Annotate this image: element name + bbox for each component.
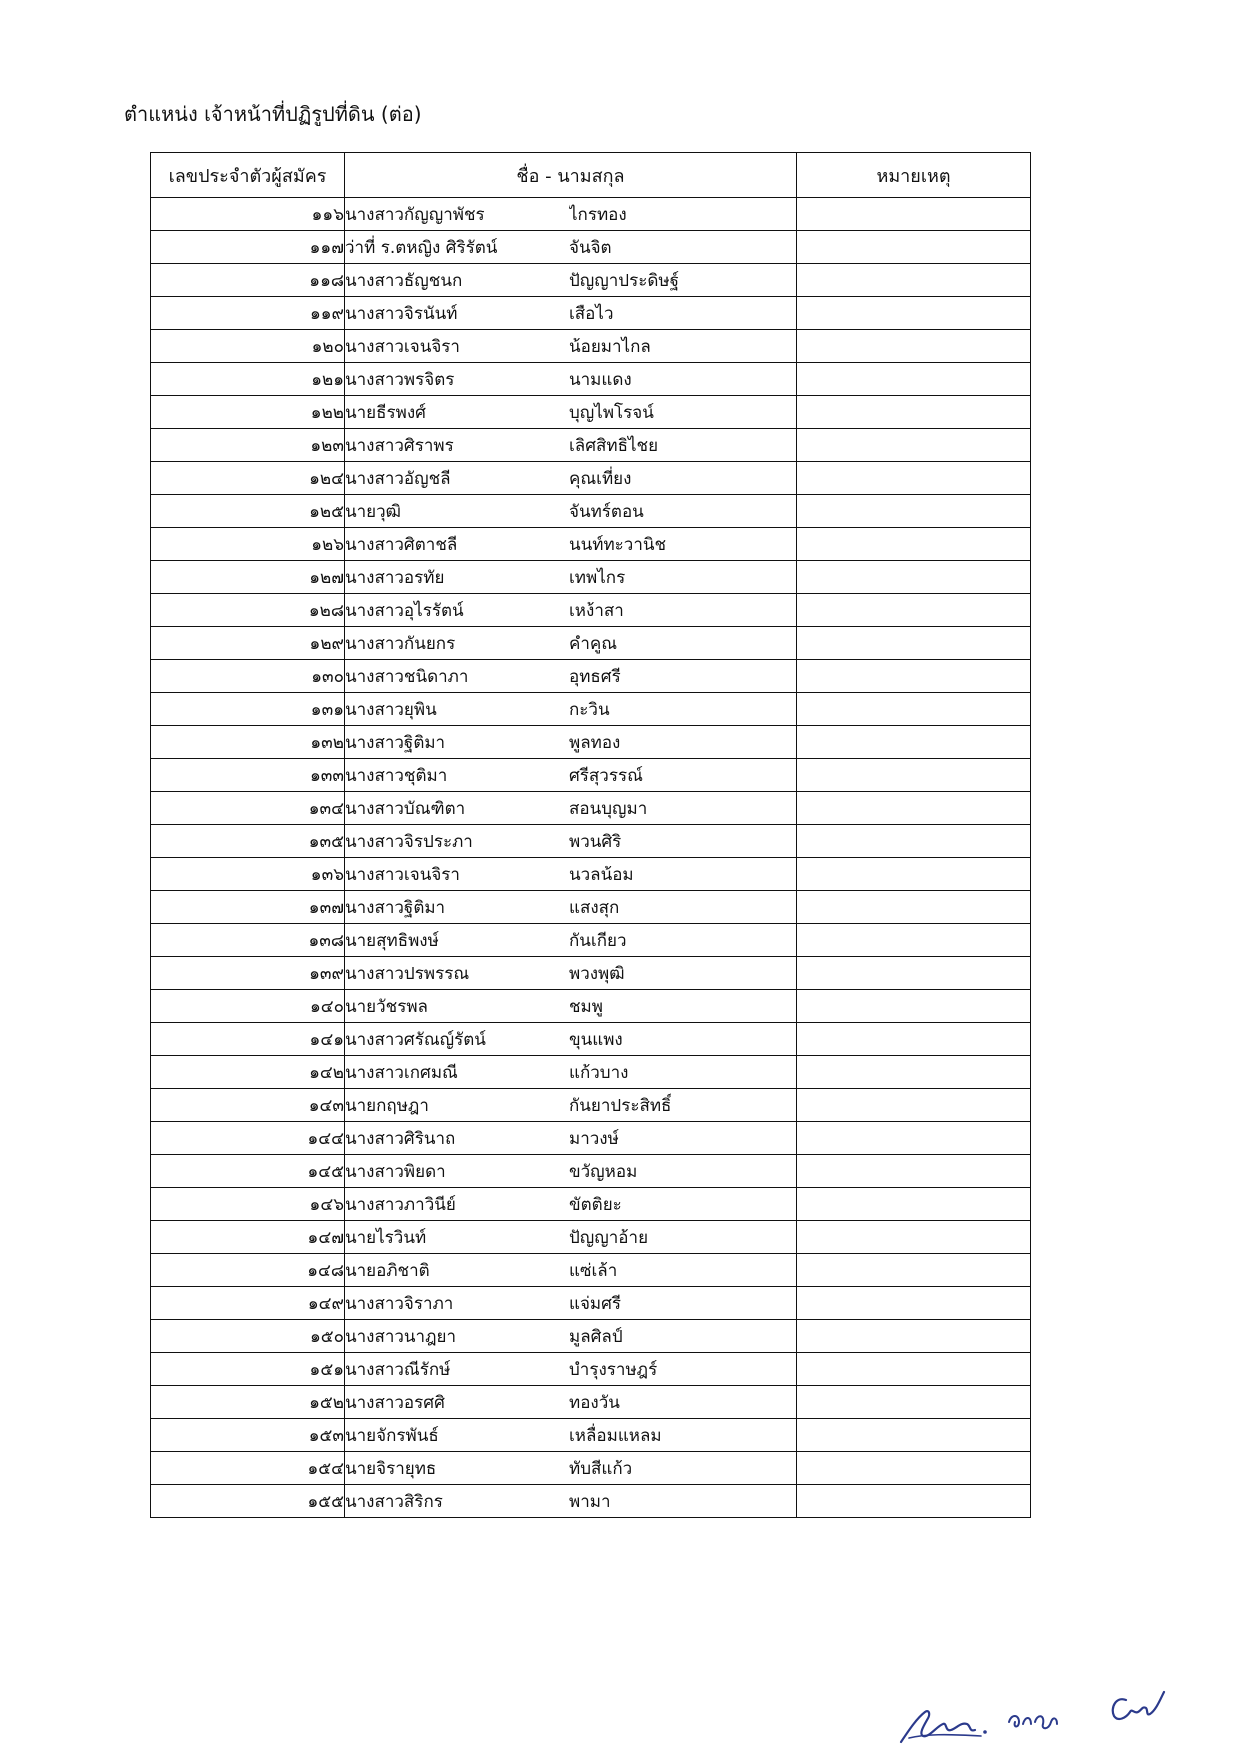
remark-cell	[797, 264, 1031, 297]
given-name: นางสาวชุติมา	[345, 765, 448, 786]
applicant-id-cell: ๑๔๗	[151, 1221, 345, 1254]
given-name: นายวัชรพล	[345, 996, 428, 1017]
surname: พวนศิริ	[569, 831, 622, 852]
signature-date-icon	[1005, 1702, 1061, 1736]
given-name: นายธีรพงศ์	[345, 402, 426, 423]
applicant-name-cell	[345, 858, 797, 891]
remark-cell	[797, 330, 1031, 363]
remark-cell	[797, 891, 1031, 924]
applicant-name-cell	[345, 1452, 797, 1485]
remark-cell	[797, 1221, 1031, 1254]
given-name: นางสาวอรศศิ	[345, 1392, 445, 1413]
remark-cell	[797, 429, 1031, 462]
surname: พูลทอง	[569, 732, 621, 753]
table-row	[151, 462, 1031, 495]
table-row	[151, 1254, 1031, 1287]
surname: แสงสุก	[569, 897, 620, 918]
given-name: นายวุฒิ	[345, 501, 402, 522]
remark-cell	[797, 1023, 1031, 1056]
applicant-id-cell: ๑๒๕	[151, 495, 345, 528]
surname: เทพไกร	[569, 567, 626, 588]
table-row	[151, 726, 1031, 759]
applicant-id-cell: ๑๓๙	[151, 957, 345, 990]
surname: อุทธศรี	[569, 666, 621, 687]
surname: เหง้าสา	[569, 600, 624, 621]
table-row	[151, 1485, 1031, 1518]
surname: ทับสีแก้ว	[569, 1458, 633, 1479]
surname: จันทร์ตอน	[569, 501, 644, 522]
applicant-id-cell: ๑๓๔	[151, 792, 345, 825]
table-row	[151, 1188, 1031, 1221]
applicant-id-cell: ๑๔๙	[151, 1287, 345, 1320]
given-name: นางสาวศรัณญ์รัตน์	[345, 1029, 486, 1050]
remark-cell	[797, 561, 1031, 594]
surname: มูลศิลป์	[569, 1326, 623, 1347]
given-name: นางสาวชนิดาภา	[345, 666, 469, 687]
table-row	[151, 1056, 1031, 1089]
given-name: นายสุทธิพงษ์	[345, 930, 439, 951]
surname: นวลน้อม	[569, 864, 634, 885]
applicant-id-cell: ๑๕๓	[151, 1419, 345, 1452]
applicant-id-cell: ๑๔๖	[151, 1188, 345, 1221]
surname: กันยาประสิทธิ์	[569, 1095, 672, 1116]
remark-cell	[797, 693, 1031, 726]
applicant-name-cell	[345, 594, 797, 627]
applicant-id-cell: ๑๕๒	[151, 1386, 345, 1419]
surname: จันจิต	[569, 237, 612, 258]
applicant-name-cell	[345, 891, 797, 924]
surname: ขุนแพง	[569, 1029, 623, 1050]
table-row	[151, 330, 1031, 363]
applicant-name-cell	[345, 1287, 797, 1320]
table-row	[151, 1452, 1031, 1485]
table-row	[151, 693, 1031, 726]
applicant-name-cell	[345, 1386, 797, 1419]
surname: คุณเที่ยง	[569, 468, 632, 489]
applicant-id-cell: ๑๒๑	[151, 363, 345, 396]
remark-cell	[797, 1452, 1031, 1485]
applicant-id-cell: ๑๕๐	[151, 1320, 345, 1353]
surname: แซ่เล้า	[569, 1260, 618, 1281]
surname: ขัตติยะ	[569, 1194, 622, 1215]
table-row	[151, 198, 1031, 231]
surname: นามแดง	[569, 369, 632, 390]
remark-cell	[797, 1386, 1031, 1419]
applicant-name-cell	[345, 462, 797, 495]
table-row	[151, 429, 1031, 462]
applicant-id-cell: ๑๔๐	[151, 990, 345, 1023]
applicant-id-cell: ๑๑๘	[151, 264, 345, 297]
surname: มาวงษ์	[569, 1128, 619, 1149]
remark-cell	[797, 1419, 1031, 1452]
remark-cell	[797, 1254, 1031, 1287]
remark-cell	[797, 924, 1031, 957]
signature-scribble-icon	[895, 1700, 995, 1746]
given-name: นางสาวศิรินาถ	[345, 1128, 456, 1149]
applicant-id-cell: ๑๔๑	[151, 1023, 345, 1056]
remark-cell	[797, 297, 1031, 330]
remark-cell	[797, 957, 1031, 990]
table-row	[151, 792, 1031, 825]
signature-initials-icon	[1104, 1686, 1168, 1730]
remark-cell	[797, 495, 1031, 528]
given-name: นางสาวกันยกร	[345, 633, 456, 654]
applicant-name-cell	[345, 1089, 797, 1122]
remark-cell	[797, 198, 1031, 231]
given-name: นางสาวฐิติมา	[345, 897, 446, 918]
remark-cell	[797, 660, 1031, 693]
given-name: นายจักรพันธ์	[345, 1425, 439, 1446]
given-name: นางสาวจิรประภา	[345, 831, 473, 852]
page-heading: ตำแหน่ง เจ้าหน้าที่ปฏิรูปที่ดิน (ต่อ)	[124, 102, 422, 126]
given-name: นางสาวเจนจิรา	[345, 864, 460, 885]
surname: ทองวัน	[569, 1392, 620, 1413]
given-name: นางสาวศิตาชลี	[345, 534, 458, 555]
remark-cell	[797, 990, 1031, 1023]
surname: ขวัญหอม	[569, 1161, 638, 1182]
applicant-name-cell	[345, 1485, 797, 1518]
applicant-id-cell: ๑๑๗	[151, 231, 345, 264]
applicant-id-cell: ๑๓๓	[151, 759, 345, 792]
applicant-name-cell	[345, 495, 797, 528]
applicant-name-cell	[345, 957, 797, 990]
table-row	[151, 1089, 1031, 1122]
given-name: นางสาวจิราภา	[345, 1293, 454, 1314]
applicant-id-cell: ๑๕๑	[151, 1353, 345, 1386]
surname: ปัญญาประดิษฐ์	[569, 270, 679, 291]
surname: ปัญญาอ้าย	[569, 1227, 649, 1248]
surname: ชมพู	[569, 996, 603, 1017]
applicant-id-cell: ๑๒๒	[151, 396, 345, 429]
applicant-id-cell: ๑๒๘	[151, 594, 345, 627]
applicant-id-cell: ๑๓๗	[151, 891, 345, 924]
table-row	[151, 858, 1031, 891]
table-row	[151, 990, 1031, 1023]
applicant-name-cell	[345, 726, 797, 759]
table-row	[151, 924, 1031, 957]
given-name: นางสาวธัญชนก	[345, 270, 463, 291]
applicant-id-cell: ๑๔๘	[151, 1254, 345, 1287]
remark-cell	[797, 726, 1031, 759]
applicant-id-cell: ๑๓๖	[151, 858, 345, 891]
applicant-name-cell	[345, 1320, 797, 1353]
table-row	[151, 1122, 1031, 1155]
applicant-id-cell: ๑๓๐	[151, 660, 345, 693]
applicant-id-cell: ๑๔๒	[151, 1056, 345, 1089]
surname: สอนบุญมา	[569, 798, 648, 819]
surname: ศรีสุวรรณ์	[569, 765, 643, 786]
given-name: นายจิรายุทธ	[345, 1458, 437, 1479]
applicant-name-cell	[345, 528, 797, 561]
applicant-name-cell	[345, 1188, 797, 1221]
given-name: นางสาวพรจิตร	[345, 369, 455, 390]
remark-cell	[797, 1089, 1031, 1122]
surname: เลิศสิทธิไชย	[569, 435, 659, 456]
table-header-row	[151, 153, 1031, 198]
remark-cell	[797, 1287, 1031, 1320]
given-name: นางสาวเกศมณี	[345, 1062, 458, 1083]
given-name: นางสาวฐิติมา	[345, 732, 446, 753]
applicant-id-cell: ๑๑๙	[151, 297, 345, 330]
applicant-name-cell	[345, 1254, 797, 1287]
table-row	[151, 396, 1031, 429]
surname: กะวิน	[569, 699, 610, 720]
table-row	[151, 891, 1031, 924]
given-name: นางสาวนาฎยา	[345, 1326, 457, 1347]
applicant-name-cell	[345, 990, 797, 1023]
surname: แจ่มศรี	[569, 1293, 622, 1314]
applicant-id-cell: ๑๔๔	[151, 1122, 345, 1155]
column-header-name: ชื่อ - นามสกุล	[345, 153, 797, 198]
applicant-name-cell	[345, 297, 797, 330]
given-name: นายไรวินท์	[345, 1227, 427, 1248]
applicant-name-cell	[345, 660, 797, 693]
given-name: นายกฤษฎา	[345, 1095, 429, 1116]
applicant-name-cell	[345, 693, 797, 726]
remark-cell	[797, 1320, 1031, 1353]
applicant-name-cell	[345, 231, 797, 264]
table-row	[151, 1287, 1031, 1320]
remark-cell	[797, 759, 1031, 792]
applicant-id-cell: ๑๓๕	[151, 825, 345, 858]
applicant-id-cell: ๑๕๕	[151, 1485, 345, 1518]
applicant-name-cell	[345, 759, 797, 792]
applicant-name-cell	[345, 1419, 797, 1452]
table-row	[151, 231, 1031, 264]
surname: พามา	[569, 1491, 611, 1512]
given-name: นางสาวอัญชลี	[345, 468, 451, 489]
column-header-remark: หมายเหตุ	[797, 153, 1031, 198]
surname: ไกรทอง	[569, 204, 627, 225]
table-row	[151, 1023, 1031, 1056]
surname: นนท์ทะวานิช	[569, 534, 667, 555]
remark-cell	[797, 363, 1031, 396]
applicant-id-cell: ๑๓๘	[151, 924, 345, 957]
remark-cell	[797, 1353, 1031, 1386]
table-row	[151, 363, 1031, 396]
applicant-id-cell: ๑๑๖	[151, 198, 345, 231]
column-header-id: เลขประจำตัวผู้สมัคร	[151, 153, 345, 198]
given-name: นางสาวพิยดา	[345, 1161, 446, 1182]
applicant-name-cell	[345, 924, 797, 957]
applicant-name-cell	[345, 1122, 797, 1155]
applicant-id-cell: ๑๓๑	[151, 693, 345, 726]
applicant-name-cell	[345, 1023, 797, 1056]
table-row	[151, 1221, 1031, 1254]
given-name: นางสาวสิริกร	[345, 1491, 443, 1512]
table-row	[151, 1419, 1031, 1452]
remark-cell	[797, 1188, 1031, 1221]
applicant-table	[150, 152, 1031, 1518]
given-name: นางสาวภาวินีย์	[345, 1194, 456, 1215]
given-name: นางสาวณีรักษ์	[345, 1359, 451, 1380]
surname: บำรุงราษฎร์	[569, 1359, 658, 1380]
applicant-name-cell	[345, 627, 797, 660]
remark-cell	[797, 462, 1031, 495]
table-row	[151, 528, 1031, 561]
remark-cell	[797, 1155, 1031, 1188]
applicant-name-cell	[345, 1353, 797, 1386]
applicant-name-cell	[345, 1221, 797, 1254]
table-row	[151, 495, 1031, 528]
table-row	[151, 759, 1031, 792]
remark-cell	[797, 1122, 1031, 1155]
table-row	[151, 297, 1031, 330]
surname: กันเกียว	[569, 930, 627, 951]
applicant-name-cell	[345, 561, 797, 594]
given-name: นางสาวยุพิน	[345, 699, 437, 720]
remark-cell	[797, 528, 1031, 561]
remark-cell	[797, 231, 1031, 264]
table-row	[151, 1155, 1031, 1188]
applicant-name-cell	[345, 264, 797, 297]
applicant-id-cell: ๑๓๒	[151, 726, 345, 759]
surname: เสือไว	[569, 303, 614, 324]
applicant-name-cell	[345, 1056, 797, 1089]
surname: คำคูณ	[569, 633, 618, 654]
table-row	[151, 1353, 1031, 1386]
table-body	[151, 198, 1031, 1518]
remark-cell	[797, 825, 1031, 858]
surname: บุญไพโรจน์	[569, 402, 654, 423]
remark-cell	[797, 594, 1031, 627]
given-name: นางสาวเจนจิรา	[345, 336, 460, 357]
remark-cell	[797, 858, 1031, 891]
table-row	[151, 561, 1031, 594]
table-row	[151, 627, 1031, 660]
applicant-id-cell: ๑๒๓	[151, 429, 345, 462]
applicant-name-cell	[345, 198, 797, 231]
remark-cell	[797, 396, 1031, 429]
table-row	[151, 594, 1031, 627]
applicant-id-cell: ๑๒๗	[151, 561, 345, 594]
applicant-name-cell	[345, 825, 797, 858]
table-row	[151, 660, 1031, 693]
table-row	[151, 264, 1031, 297]
given-name: นางสาวศิราพร	[345, 435, 454, 456]
surname: แก้วบาง	[569, 1062, 629, 1083]
applicant-name-cell	[345, 363, 797, 396]
applicant-id-cell: ๑๔๓	[151, 1089, 345, 1122]
given-name: นางสาวบัณฑิตา	[345, 798, 466, 819]
applicant-id-cell: ๑๒๐	[151, 330, 345, 363]
remark-cell	[797, 792, 1031, 825]
applicant-name-cell	[345, 429, 797, 462]
given-name: นางสาวอุไรรัตน์	[345, 600, 464, 621]
applicant-name-cell	[345, 1155, 797, 1188]
remark-cell	[797, 1485, 1031, 1518]
table-row	[151, 825, 1031, 858]
applicant-id-cell: ๑๒๔	[151, 462, 345, 495]
surname: น้อยมาไกล	[569, 336, 651, 357]
applicant-id-cell: ๑๔๕	[151, 1155, 345, 1188]
table-row	[151, 957, 1031, 990]
given-name: นางสาวจิรนันท์	[345, 303, 458, 324]
given-name: นางสาวอรทัย	[345, 567, 445, 588]
surname: เหลื่อมแหลม	[569, 1425, 662, 1446]
applicant-name-cell	[345, 396, 797, 429]
given-name: นายอภิชาติ	[345, 1260, 430, 1281]
surname: พวงพุฒิ	[569, 963, 625, 984]
given-name: ว่าที่ ร.ตหญิง ศิริรัตน์	[345, 237, 498, 258]
given-name: นางสาวปรพรรณ	[345, 963, 470, 984]
applicant-id-cell: ๑๒๙	[151, 627, 345, 660]
applicant-name-cell	[345, 330, 797, 363]
applicant-name-cell	[345, 792, 797, 825]
table-row	[151, 1320, 1031, 1353]
given-name: นางสาวกัญญาพัชร	[345, 204, 485, 225]
remark-cell	[797, 627, 1031, 660]
applicant-id-cell: ๑๕๔	[151, 1452, 345, 1485]
table-row	[151, 1386, 1031, 1419]
remark-cell	[797, 1056, 1031, 1089]
applicant-id-cell: ๑๒๖	[151, 528, 345, 561]
